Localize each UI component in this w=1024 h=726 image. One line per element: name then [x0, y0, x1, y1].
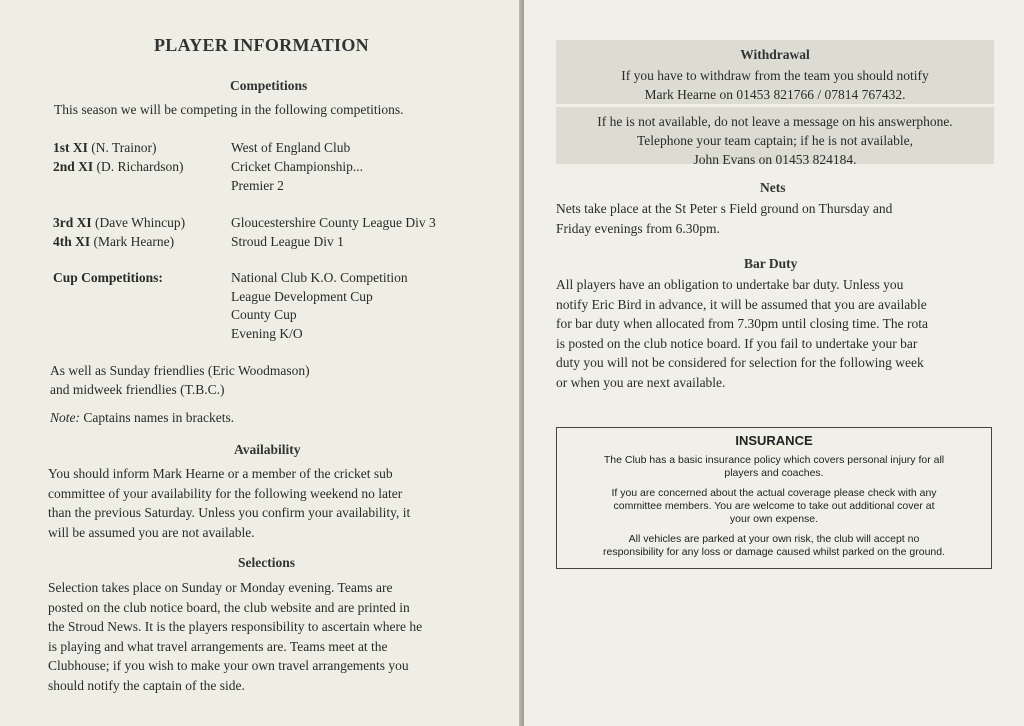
availability-heading: Availability	[234, 442, 301, 457]
competitions-intro: This season we will be competing in the following competitions.	[54, 102, 404, 117]
withdrawal-heading: Withdrawal	[740, 47, 810, 62]
insurance-paragraph: The Club has a basic insurance policy which covers personal injury for all players and coaches.	[603, 454, 945, 479]
list-item: League Development Cup	[231, 288, 373, 304]
team-label: 1st XI (N. Trainor)	[53, 140, 157, 155]
page-title: PLAYER INFORMATION	[154, 35, 369, 55]
team-label: 3rd XI (Dave Whincup)	[53, 215, 186, 230]
captains-note: Note: Captains names in brackets.	[50, 410, 235, 425]
competition-name: West of England Club	[231, 140, 351, 155]
competition-name: Stroud League Div 1	[231, 234, 344, 249]
divider	[556, 104, 994, 107]
insurance-heading: INSURANCE	[735, 433, 813, 448]
bar-duty-text: All players have an obligation to undertake bar duty. Unless you notify Eric Bird in advance, it will be assumed that you are available for bar duty when allocated from 7.30pm until closing time. The rota is posted on the club notice board. If you fail to undertake your bar duty you will not be considered for selection for the following week or when you are next available.	[556, 277, 929, 390]
insurance-box	[556, 427, 992, 569]
list-item: National Club K.O. Competition	[231, 270, 408, 285]
bar-duty-heading: Bar Duty	[744, 256, 798, 271]
list-item: County Cup	[231, 307, 297, 322]
friendlies-line: and midweek friendlies (T.B.C.)	[50, 382, 225, 397]
team-label: 2nd XI (D. Richardson)	[53, 159, 184, 174]
competition-name: Gloucestershire County League Div 3	[231, 215, 436, 230]
selections-text: Selection takes place on Sunday or Monday evening. Teams are posted on the club notice board, the club website and are printed in the Stroud News. It is the players responsibility to ascertain where he is playing and what travel arrangements are. Teams meet at the Clubhouse; if you wish to make your own travel arrangements you should notify the captain of the side.	[48, 580, 423, 693]
cup-competitions-label: Cup Competitions:	[53, 270, 163, 285]
withdrawal-box: Withdrawal If you have to withdraw from the team you should notify Mark Hearne on 01453 821766 / 07814 767432. If he is not available, do not leave a message on his answerphone. Telephone your team captain; if he is not available, John Evans on 01453 824184.	[556, 40, 994, 164]
team-label: 4th XI (Mark Hearne)	[53, 234, 175, 249]
cup-competitions-list	[231, 268, 408, 343]
list-item: Evening K/O	[231, 325, 303, 341]
availability-text: You should inform Mark Hearne or a member of the cricket sub committee of your availability for the following weekend no later than the previous Saturday. Unless you confirm your availability, it will be assumed you are not available.	[48, 466, 411, 540]
competition-name: Premier 2	[231, 178, 284, 193]
insurance-paragraph: If you are concerned about the actual coverage please check with any committee members. You are welcome to take out additional cover at your own expense.	[611, 487, 937, 525]
nets-text: Nets take place at the St Peter s Field ground on Thursday and Friday evenings from 6.30pm.	[556, 201, 893, 236]
selections-heading: Selections	[238, 555, 295, 570]
friendlies-line: As well as Sunday friendlies (Eric Woodmason)	[50, 363, 310, 378]
competitions-heading: Competitions	[230, 78, 308, 93]
nets-heading: Nets	[760, 180, 786, 195]
right-page	[524, 0, 1024, 726]
insurance-paragraph: All vehicles are parked at your own risk, the club will accept no responsibility for any loss or damage caused whilst parked on the ground.	[602, 533, 946, 558]
competition-name: Cricket Championship...	[231, 159, 363, 174]
